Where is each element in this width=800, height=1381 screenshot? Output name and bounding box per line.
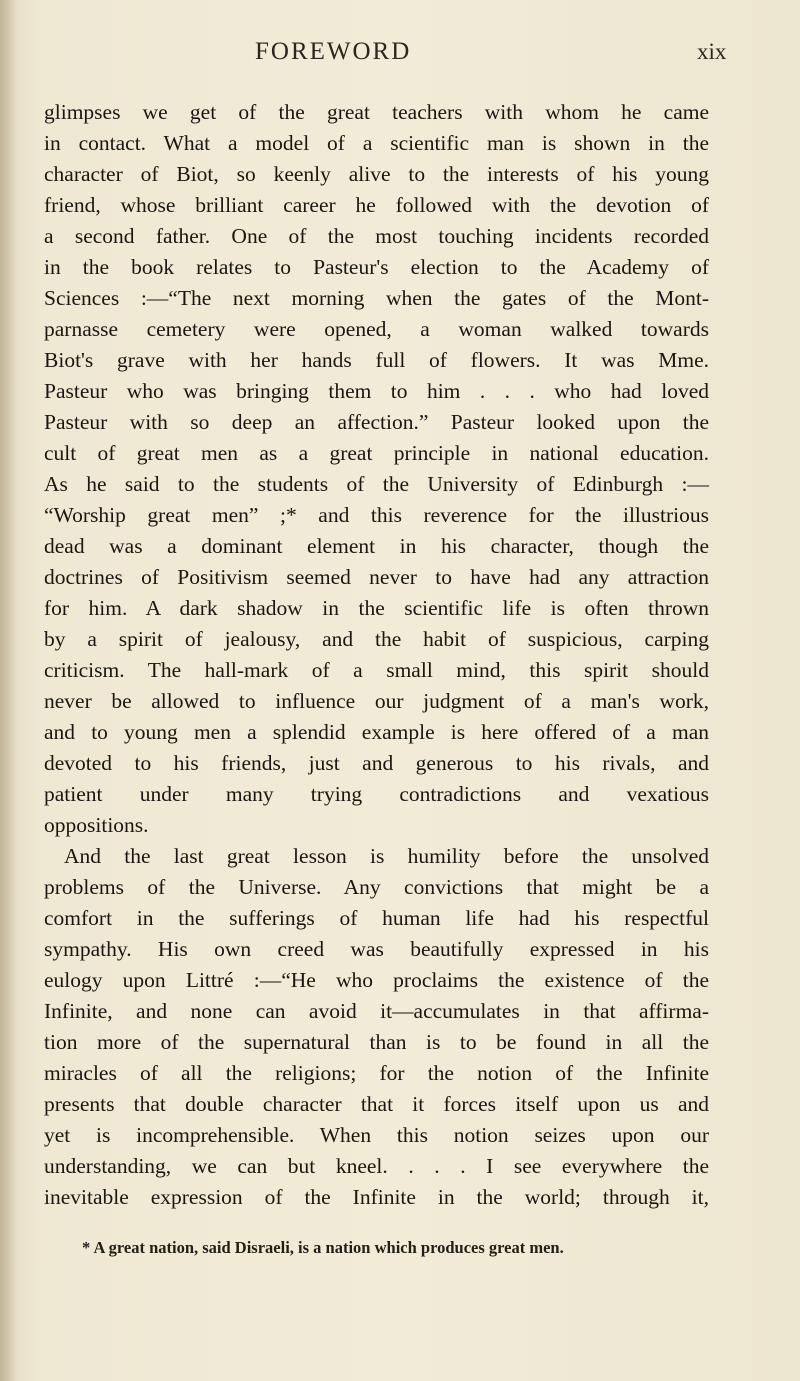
- text-line: patient under many trying contradictions and vexatious: [44, 782, 709, 806]
- text-line: Infinite, and none can avoid it—accumulates in that affirma-: [44, 999, 709, 1023]
- text-line: yet is incomprehensible. When this notion seizes upon our: [44, 1123, 709, 1147]
- text-line: Pasteur who was bringing them to him . . . who had loved: [44, 379, 709, 403]
- text-line: presents that double character that it forces itself upon us and: [44, 1092, 709, 1116]
- text-line: in the book relates to Pasteur's election to the Academy of: [44, 255, 709, 279]
- text-line: Sciences :—“The next morning when the gates of the Mont-: [44, 286, 709, 310]
- text-line: oppositions.: [44, 813, 149, 837]
- text-line: never be allowed to influence our judgment of a man's work,: [44, 689, 709, 713]
- text-line: devoted to his friends, just and generous to his rivals, and: [44, 751, 709, 775]
- text-line: criticism. The hall-mark of a small mind, this spirit should: [44, 658, 709, 682]
- text-line: parnasse cemetery were opened, a woman walked towards: [44, 317, 709, 341]
- text-line: friend, whose brilliant career he followed with the devotion of: [44, 193, 709, 217]
- text-line: for him. A dark shadow in the scientific life is often thrown: [44, 596, 709, 620]
- text-line: Pasteur with so deep an affection.” Pasteur looked upon the: [44, 410, 709, 434]
- text-line: eulogy upon Littré :—“He who proclaims the existence of the: [44, 968, 709, 992]
- text-line: understanding, we can but kneel. . . . I see everywhere the: [44, 1154, 709, 1178]
- text-line: sympathy. His own creed was beautifully expressed in his: [44, 937, 709, 961]
- text-line: inevitable expression of the Infinite in the world; through it,: [44, 1185, 709, 1209]
- running-head: FOREWORD: [255, 38, 412, 65]
- text-line: glimpses we get of the great teachers with whom he came: [44, 100, 709, 124]
- text-line: As he said to the students of the University of Edinburgh :—: [44, 472, 709, 496]
- text-line: in contact. What a model of a scientific man is shown in the: [44, 131, 709, 155]
- text-line: Biot's grave with her hands full of flowers. It was Mme.: [44, 348, 709, 372]
- text-line: by a spirit of jealousy, and the habit of suspicious, carping: [44, 627, 709, 651]
- text-line: a second father. One of the most touching incidents recorded: [44, 224, 709, 248]
- body-text: [44, 97, 709, 1213]
- text-line: “Worship great men” ;* and this reverence for the illustrious: [44, 503, 709, 527]
- page-number: xix: [697, 39, 727, 64]
- gutter-shadow: [0, 0, 18, 1381]
- text-line: problems of the Universe. Any convictions that might be a: [44, 875, 709, 899]
- text-line: cult of great men as a great principle in national education.: [44, 441, 709, 465]
- text-line: character of Biot, so keenly alive to the interests of his young: [44, 162, 709, 186]
- text-line: and to young men a splendid example is here offered of a man: [44, 720, 709, 744]
- page-header: [0, 38, 800, 78]
- text-line: dead was a dominant element in his character, though the: [44, 534, 709, 558]
- text-line: tion more of the supernatural than is to be found in all the: [44, 1030, 709, 1054]
- text-line: doctrines of Positivism seemed never to have had any attraction: [44, 565, 709, 589]
- footnote: * A great nation, said Disraeli, is a nation which produces great men.: [82, 1238, 564, 1257]
- text-line: comfort in the sufferings of human life had his respectful: [44, 906, 709, 930]
- text-line: And the last great lesson is humility before the unsolved: [64, 844, 709, 868]
- text-line: miracles of all the religions; for the notion of the Infinite: [44, 1061, 709, 1085]
